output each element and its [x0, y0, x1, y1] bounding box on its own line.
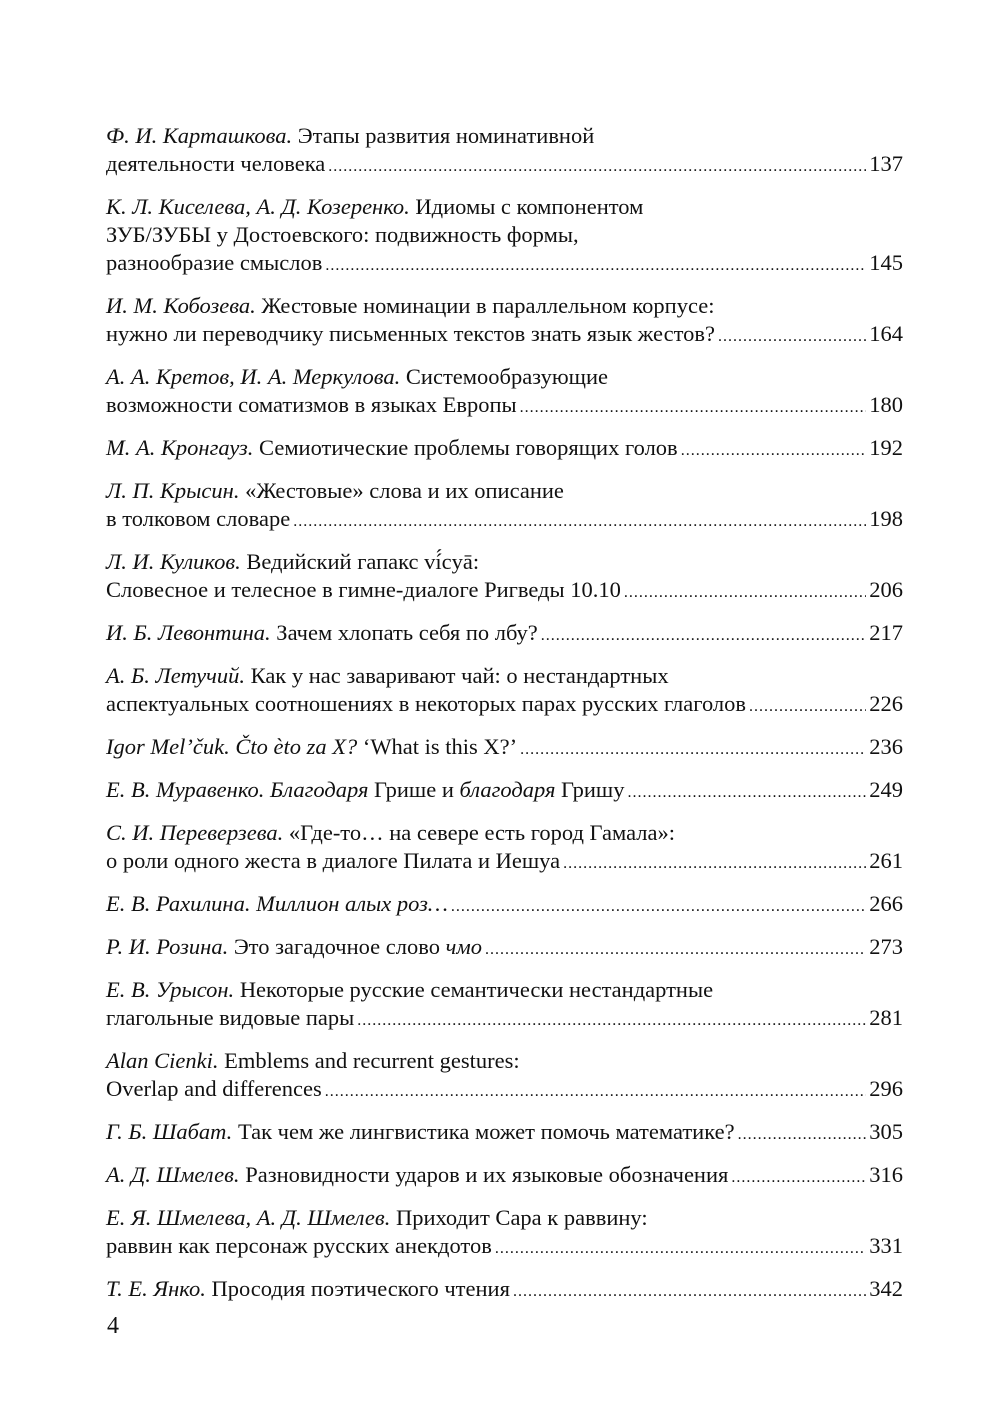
toc-page-number: 249: [869, 777, 903, 802]
toc-entry-text: [106, 1275, 510, 1303]
toc-author: Г. Б. Шабат.: [106, 1119, 233, 1144]
toc-author: Igor Mel’čuk.: [106, 734, 230, 759]
toc-title: Overlap and differences: [106, 1076, 322, 1101]
toc-entry-text: [106, 776, 625, 804]
toc-entry: [106, 193, 903, 280]
toc-last-line: [106, 619, 903, 650]
toc-last-line: [106, 576, 903, 607]
toc-title: глагольные видовые пары: [106, 1005, 355, 1030]
toc-line: [106, 548, 903, 576]
dot-leader: [520, 733, 866, 764]
toc-page-number: 281: [869, 1005, 903, 1030]
toc-title: Идиомы с компонентом: [415, 194, 644, 219]
toc-entry-text: [106, 549, 479, 574]
toc-page-number: 316: [869, 1162, 903, 1187]
toc-entry-text: [106, 505, 290, 533]
toc-author: К. Л. Киселева, А. Д. Козеренко.: [106, 194, 410, 219]
toc-page-number: 273: [869, 934, 903, 959]
toc-title: Словесное и телесное в гимне-диалоге Ригведы 10.10: [106, 577, 621, 602]
toc-page-number: 342: [869, 1276, 903, 1301]
toc-page-number: 305: [869, 1119, 903, 1144]
toc-entry-text: [106, 1232, 492, 1260]
toc-title: Благодаря: [270, 777, 369, 802]
toc-title: Некоторые русские семантически нестандартные: [239, 977, 714, 1002]
toc-author: Е. Я. Шмелева, А. Д. Шмелев.: [106, 1205, 391, 1230]
toc-page-number: 217: [869, 620, 903, 645]
toc-page-number: 266: [869, 891, 903, 916]
toc-title: Разновидности ударов и их языковые обозначения: [245, 1162, 729, 1187]
toc-author: Alan Cienki.: [106, 1048, 219, 1073]
toc-author: И. М. Кобозева.: [106, 293, 256, 318]
dot-leader: [357, 1004, 866, 1035]
toc-title: Системообразующие: [405, 364, 609, 389]
toc-title: аспектуальных соотношениях в некоторых парах русских глаголов: [106, 691, 746, 716]
toc-title: Emblems and recurrent gestures:: [224, 1048, 520, 1073]
dot-leader: [749, 690, 866, 721]
toc-entry-text: [106, 320, 715, 348]
toc-entry-text: [106, 847, 560, 875]
toc-line: [106, 193, 903, 221]
dot-leader: [718, 320, 866, 351]
toc-line: [106, 221, 903, 249]
toc-title: Гришу: [555, 777, 625, 802]
toc-title: о роли одного жеста в диалоге Пилата и Иешуа: [106, 848, 561, 873]
toc-title: чмо: [445, 934, 482, 959]
toc-page-number: 206: [869, 577, 903, 602]
toc-author: Т. Е. Янко.: [106, 1276, 206, 1301]
toc-line: [106, 477, 903, 505]
dot-leader: [495, 1232, 866, 1263]
toc-page-number: 198: [869, 506, 903, 531]
toc-entry: [106, 434, 903, 465]
toc-entry-text: [106, 1004, 354, 1032]
toc-last-line: [106, 391, 903, 422]
toc-title: разнообразие смыслов: [106, 250, 323, 275]
toc-entry: [106, 1047, 903, 1106]
dot-leader: [325, 1075, 867, 1106]
toc-author: Л. И. Куликов.: [106, 549, 241, 574]
toc-author: А. Б. Летучий.: [106, 663, 245, 688]
toc-author: С. И. Переверзева.: [106, 820, 284, 845]
toc-entry: [106, 363, 903, 422]
dot-leader: [520, 391, 867, 422]
toc-entry-text: [106, 576, 621, 604]
toc-entry: [106, 548, 903, 607]
toc-entry-text: [106, 820, 675, 845]
toc-entry: [106, 122, 903, 181]
toc-line: [106, 292, 903, 320]
toc-line: [106, 976, 903, 1004]
toc-line: [106, 819, 903, 847]
toc-page-number: 296: [869, 1076, 903, 1101]
toc-last-line: [106, 1075, 903, 1106]
toc-entry-text: [106, 194, 643, 219]
dot-leader: [328, 150, 866, 181]
toc-last-line: [106, 249, 903, 280]
toc-entry-text: [106, 249, 322, 277]
toc-last-line: [106, 1118, 903, 1149]
toc-entry: [106, 819, 903, 878]
page-number: 4: [107, 1313, 119, 1339]
toc-title: деятельности человека: [106, 151, 326, 176]
toc-author: Ф. И. Карташкова.: [106, 123, 293, 148]
toc-title: Просодия поэтического чтения: [211, 1276, 510, 1301]
toc-entry-text: [106, 434, 678, 462]
toc-author: А. А. Кретов, И. А. Меркулова.: [106, 364, 401, 389]
toc-page-number: 164: [869, 321, 903, 346]
toc-author: М. А. Кронгауз.: [106, 435, 254, 460]
toc-title: Как у нас заваривают чай: о нестандартных: [250, 663, 669, 688]
toc-author: Р. И. Розина.: [106, 934, 229, 959]
toc-last-line: [106, 505, 903, 536]
toc-entry-text: [106, 663, 669, 688]
toc-entry: [106, 1161, 903, 1192]
toc-page-number: 180: [869, 392, 903, 417]
toc-author: А. Д. Шмелев.: [106, 1162, 240, 1187]
toc-author: Е. В. Муравенко.: [106, 777, 265, 802]
dot-leader: [541, 619, 866, 650]
toc-entry: [106, 1204, 903, 1263]
toc-last-line: [106, 1161, 903, 1192]
toc-title: Это загадочное слово: [233, 934, 446, 959]
toc-page-number: 236: [869, 734, 903, 759]
toc-entry: [106, 292, 903, 351]
toc-entry-text: [106, 123, 594, 148]
table-of-contents: [106, 122, 903, 1318]
toc-entry: [106, 1118, 903, 1149]
toc-title: ‘What is this X?’: [362, 734, 518, 759]
toc-entry-text: [106, 733, 517, 761]
toc-title: Миллион алых роз…: [256, 891, 448, 916]
toc-last-line: [106, 933, 903, 964]
toc-author: Е. В. Урысон.: [106, 977, 235, 1002]
toc-title: раввин как персонаж русских анекдотов: [106, 1233, 492, 1258]
toc-entry-text: [106, 1048, 520, 1073]
toc-page-number: 226: [869, 691, 903, 716]
toc-title: благодаря: [459, 777, 556, 802]
toc-title: Приходит Сара к раввину:: [395, 1205, 648, 1230]
toc-entry-text: [106, 1205, 648, 1230]
toc-line: [106, 122, 903, 150]
toc-entry-text: [106, 933, 482, 961]
toc-entry: [106, 733, 903, 764]
toc-entry-text: [106, 478, 564, 503]
toc-title: в толковом словаре: [106, 506, 291, 531]
toc-line: [106, 662, 903, 690]
toc-entry-text: [106, 364, 608, 389]
toc-last-line: [106, 150, 903, 181]
toc-page-number: 137: [869, 151, 903, 176]
dot-leader: [681, 434, 867, 465]
toc-entry: [106, 976, 903, 1035]
dot-leader: [485, 933, 866, 964]
toc-line: [106, 1204, 903, 1232]
toc-line: [106, 1047, 903, 1075]
toc-last-line: [106, 1232, 903, 1263]
toc-entry-text: [106, 150, 325, 178]
toc-entry: [106, 890, 903, 921]
dot-leader: [293, 505, 866, 536]
toc-title: «Жестовые» слова и их описание: [245, 478, 564, 503]
toc-last-line: [106, 1275, 903, 1306]
dot-leader: [451, 890, 866, 921]
toc-entry-text: [106, 690, 746, 718]
toc-entry-text: [106, 977, 713, 1002]
toc-entry-text: [106, 1161, 728, 1189]
toc-entry-text: [106, 222, 579, 247]
toc-title: Ведийский гапакс ví́cyā:: [246, 549, 480, 574]
toc-last-line: [106, 1004, 903, 1035]
toc-title: Этапы развития номинативной: [297, 123, 595, 148]
toc-entry-text: [106, 391, 517, 419]
toc-title: Зачем хлопать себя по лбу?: [276, 620, 538, 645]
dot-leader: [731, 1161, 866, 1192]
toc-line: [106, 363, 903, 391]
dot-leader: [624, 576, 866, 607]
toc-last-line: [106, 434, 903, 465]
toc-entry-text: [106, 1118, 735, 1146]
toc-title: Грише и: [368, 777, 460, 802]
toc-page-number: 192: [869, 435, 903, 460]
dot-leader: [628, 776, 867, 807]
toc-entry-text: [106, 890, 448, 918]
toc-author: И. Б. Левонтина.: [106, 620, 271, 645]
toc-entry-text: [106, 293, 714, 318]
toc-title: «Где-то… на севере есть город Гамала»:: [288, 820, 675, 845]
toc-entry: [106, 619, 903, 650]
toc-title: Так чем же лингвистика может помочь математике?: [237, 1119, 735, 1144]
toc-last-line: [106, 690, 903, 721]
toc-author: Е. В. Рахилина.: [106, 891, 251, 916]
dot-leader: [325, 249, 866, 280]
toc-title: Семиотические проблемы говорящих голов: [259, 435, 678, 460]
toc-entry: [106, 477, 903, 536]
toc-author: Л. П. Крысин.: [106, 478, 240, 503]
toc-title: возможности соматизмов в языках Европы: [106, 392, 517, 417]
toc-title: Жестовые номинации в параллельном корпусе:: [261, 293, 715, 318]
toc-entry-text: [106, 619, 538, 647]
toc-entry: [106, 776, 903, 807]
toc-last-line: [106, 847, 903, 878]
toc-entry: [106, 662, 903, 721]
toc-page-number: 145: [869, 250, 903, 275]
toc-entry: [106, 933, 903, 964]
toc-title: ЗУБ/ЗУБЫ у Достоевского: подвижность формы,: [106, 222, 579, 247]
toc-last-line: [106, 320, 903, 351]
dot-leader: [563, 847, 866, 878]
dot-leader: [513, 1275, 866, 1306]
toc-page-number: 261: [869, 848, 903, 873]
toc-last-line: [106, 776, 903, 807]
toc-entry-text: [106, 1075, 322, 1103]
toc-entry: [106, 1275, 903, 1306]
toc-last-line: [106, 890, 903, 921]
toc-last-line: [106, 733, 903, 764]
dot-leader: [738, 1118, 867, 1149]
toc-title-italic: Čto èto za X?: [235, 734, 358, 759]
toc-page-number: 331: [869, 1233, 903, 1258]
toc-title: нужно ли переводчику письменных текстов знать язык жестов?: [106, 321, 715, 346]
